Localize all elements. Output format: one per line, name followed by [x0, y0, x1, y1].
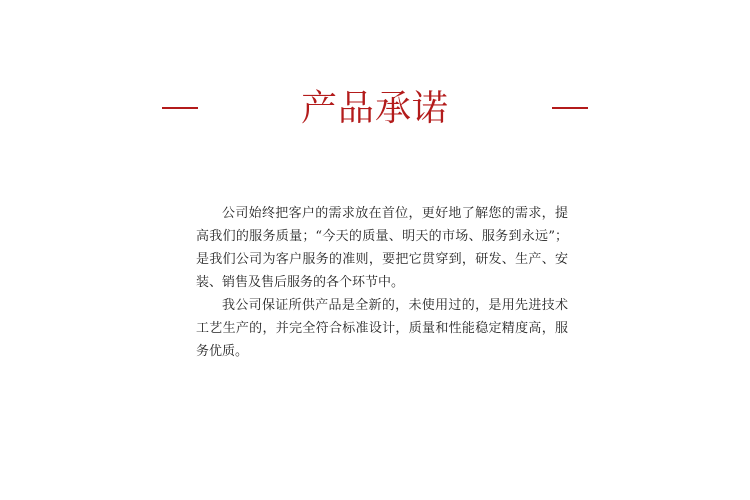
page-title: 产品承诺 [300, 88, 449, 129]
paragraph-product-guarantee: 我公司保证所供产品是全新的，未使用过的，是用先进技术工艺生产的，并完全符合标准设计，质量和性能稳定精度高，服务优质。 [196, 298, 568, 359]
paragraph-customer-focus: 公司始终把客户的需求放在首位，更好地了解您的需求，提高我们的服务质量；“今天的质量、明天的市场、服务到永远”；是我们公司为客户服务的准则，要把它贯穿到，研发、生产、安装、销售及售后服务的各个环节中。 [196, 206, 568, 290]
title-row [0, 86, 750, 132]
promise-body [196, 202, 568, 363]
right-title-dash [552, 107, 588, 109]
